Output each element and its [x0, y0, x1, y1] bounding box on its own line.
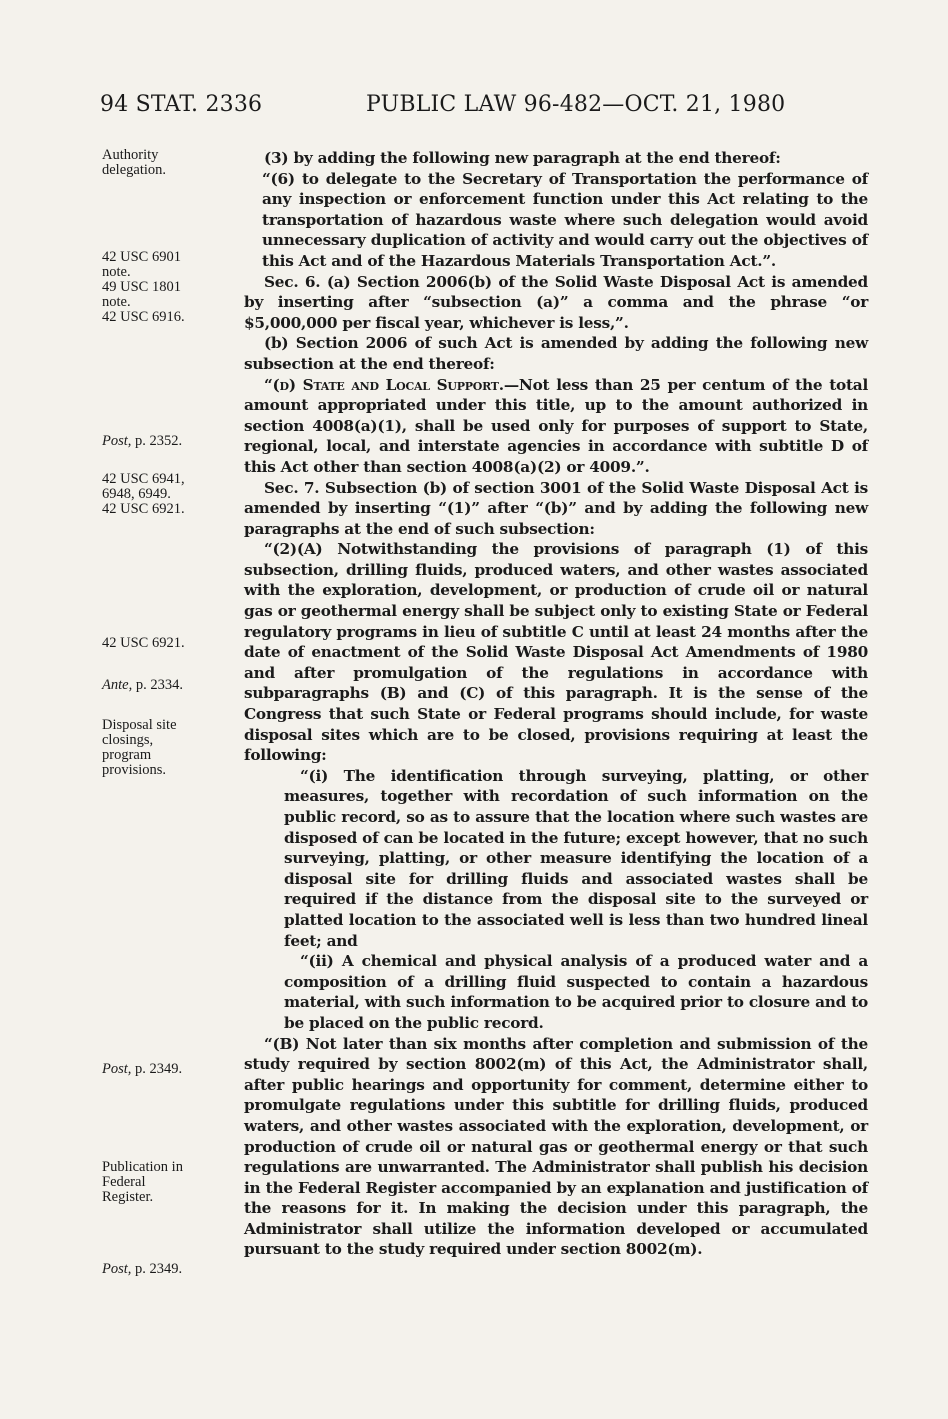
margin-note-ref: Post, [102, 1261, 132, 1277]
margin-note-usc-6921: 42 USC 6921. [102, 635, 185, 651]
margin-note-disposal-site: Disposal site closings, program provisions. [102, 717, 177, 778]
paragraph-2a: “(2)(A) Notwithstanding the provisions of paragraph (1) of this subsection, drilling fluids, produced waters, and other wastes associated with the exploration, development, or production of crude oil or natural gas or geothermal energy shall be subject only to existing State or Federal regulatory programs in lieu of subtitle C until at least 24 months after the date of enactment of the Solid Waste Disposal Act Amendments of 1980 and after promulgation of the regulations in accordance with subparagraphs (B) and (C) of this paragraph. It is the sense of the Congress that such State or Federal programs should include, for waste disposal sites which are to be closed, provisions requiring at least the following: [244, 540, 868, 765]
section-6b: (b) Section 2006 of such Act is amended by adding the following new subsection at the end thereof: [244, 334, 868, 373]
margin-note-page: p. 2349. [131, 1261, 183, 1277]
margin-note-authority: Authority delegation. [102, 147, 167, 178]
margin-note-post-2349-a [102, 1062, 222, 1077]
clause-i: “(i) The identification through surveying, platting, or other measures, together with recordation of such information on the public record, so as to assure that the location where such wastes are disposed of can be located in the future; except however, that no such surveying, platting, or other measure identifying the location of a disposal site for drilling fluids and associated wastes shall be required if the distance from the disposal site to the surveyed or platted location to the associated well is less than two hundred lineal feet; and [284, 766, 868, 950]
margin-note-page: p. 2334. [132, 677, 183, 693]
margin-note-ref: Post, [102, 1061, 132, 1077]
section-7: Sec. 7. Subsection (b) of section 3001 of the Solid Waste Disposal Act is amended by inserting “(1)” after “(b)” and by adding the following new paragraphs at the end of such subsection: [244, 478, 868, 538]
margin-note-ante-2334 [102, 678, 222, 693]
subparagraph-b: “(B) Not later than six months after completion and submission of the study required by section 8002(m) of this Act, the Administrator shall, after public hearings and opportunity for comment, determine either to promulgate regulations under this subtitle for drilling fluids, produced waters, and other wastes associated with the exploration, development, or production of crude oil or natural gas or geothermal energy or that such regulations are unwarranted. The Administrator shall publish his decision in the Federal Register accompanied by an explanation and justification of the reasons for it. In making the decision under this paragraph, the Administrator shall utilize the information developed or accumulated pursuant to the study required under section 8002(m). [244, 1034, 868, 1259]
margin-note-federal-register: Publication in Federal Register. [102, 1159, 183, 1205]
margin-note-page: p. 2352. [131, 433, 183, 449]
paragraph-3: (3) by adding the following new paragraph at the end thereof: [264, 149, 781, 167]
paragraph-6-delegation: “(6) to delegate to the Secretary of Transportation the performance of any inspection or enforcement function under this Act relating to the transportation of hazardous waste where such delegation would avoid unnecessary duplication of activity and would carry out the objectives of this Act and of the Hazardous Materials Transportation Act.”. [262, 169, 868, 270]
margin-note-usc-citations: 42 USC 6901 note. 49 USC 1801 note. 42 USC 6916. [102, 249, 185, 325]
margin-note-ref: Ante, [102, 677, 133, 693]
subsection-d-text: —Not less than 25 per centum of the total amount appropriated under this title, up to the amount authorized in section 4008(a)(1), shall be used only for purposes of support to State, regional, local, and interstate agencies in accordance with subtitle D of this Act other than section 4008(a)(2) or 4009.”. [244, 375, 869, 476]
clause-ii: “(ii) A chemical and physical analysis of a produced water and a composition of a drilling fluid suspected to contain a hazardous material, with such information to be acquired prior to closure and to be placed on the public record. [284, 952, 868, 1032]
public-law-title: PUBLIC LAW 96-482—OCT. 21, 1980 [366, 92, 786, 117]
margin-note-post-2352 [102, 434, 222, 449]
subsection-d-heading: “(d) State and Local Support. [264, 375, 504, 394]
margin-note-usc-6941: 42 USC 6941, 6948, 6949. 42 USC 6921. [102, 471, 185, 517]
subsection-d [244, 375, 868, 478]
margin-note-page: p. 2349. [131, 1061, 183, 1077]
margin-note-ref: Post, [102, 433, 132, 449]
statute-page-number: 94 STAT. 2336 [100, 92, 263, 117]
body-text [244, 148, 868, 1260]
page-header [100, 92, 860, 124]
margin-note-post-2349-b [102, 1262, 222, 1277]
section-6a: Sec. 6. (a) Section 2006(b) of the Solid Waste Disposal Act is amended by inserting after “subsection (a)” a comma and the phrase “or $5,000,000 per fiscal year, whichever is less,”. [244, 272, 868, 332]
